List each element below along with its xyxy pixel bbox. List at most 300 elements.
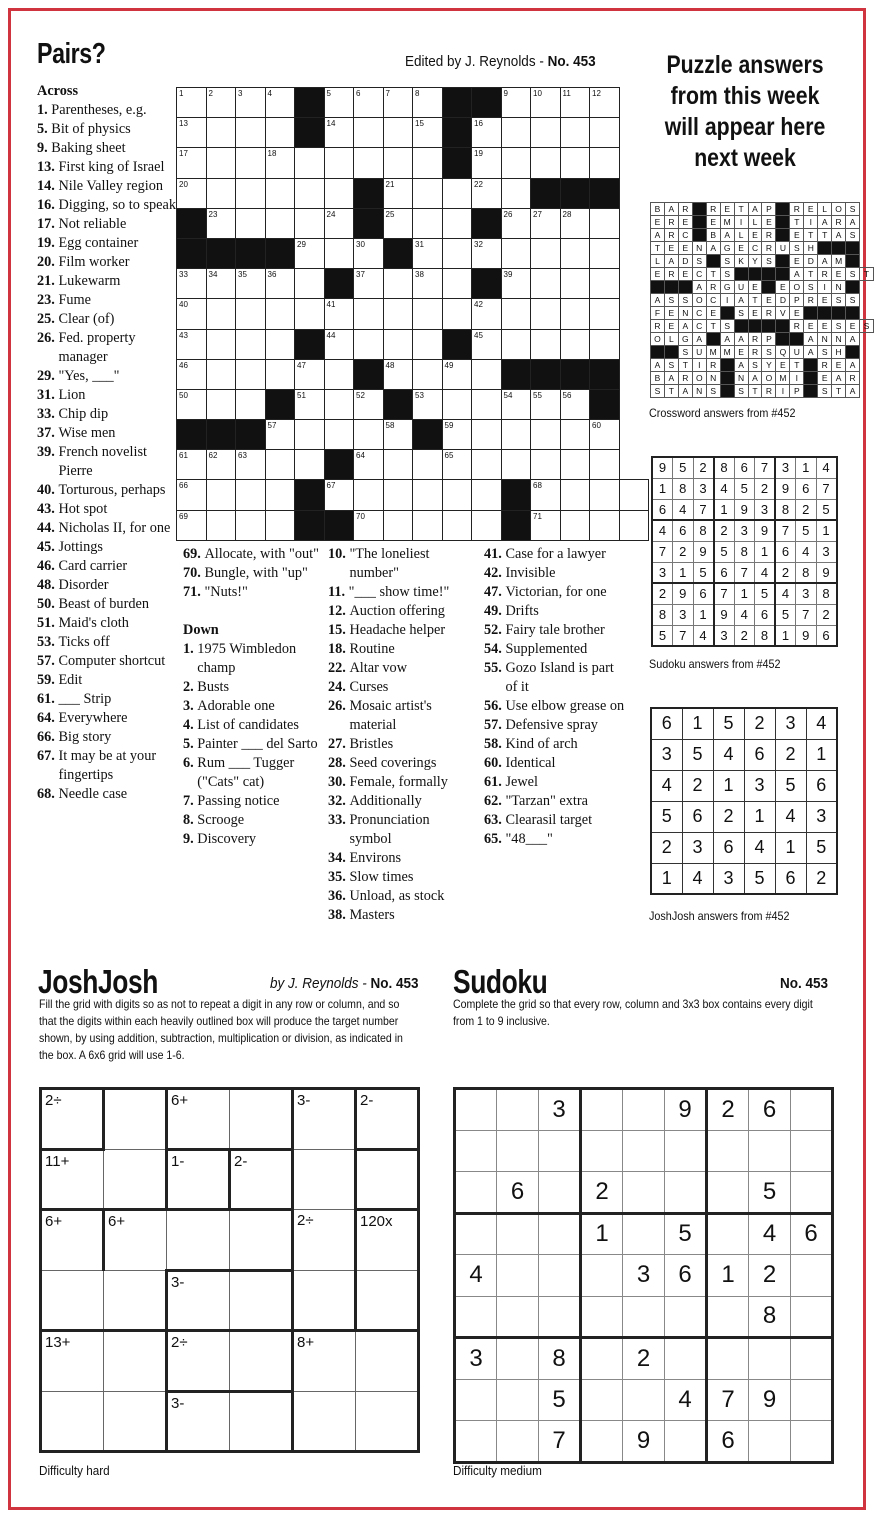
crossword-cell[interactable]: 3 — [236, 88, 266, 118]
crossword-cell[interactable] — [236, 329, 266, 359]
crossword-cell[interactable]: 69 — [177, 510, 207, 540]
sudoku-cell[interactable]: 4 — [665, 1379, 707, 1421]
crossword-cell[interactable]: 56 — [560, 389, 590, 419]
joshjosh-cell[interactable]: 13+ — [41, 1331, 104, 1392]
crossword-cell[interactable]: 41 — [324, 299, 354, 329]
crossword-cell[interactable]: 42 — [472, 299, 502, 329]
crossword-cell[interactable] — [590, 450, 620, 480]
crossword-cell[interactable]: 25 — [383, 208, 413, 238]
crossword-cell[interactable] — [383, 510, 413, 540]
sudoku-cell[interactable] — [665, 1130, 707, 1172]
crossword-cell[interactable] — [531, 148, 561, 178]
crossword-cell[interactable]: 57 — [265, 420, 295, 450]
joshjosh-cell[interactable]: 2÷ — [167, 1331, 230, 1392]
crossword-cell[interactable]: 30 — [354, 238, 384, 268]
crossword-cell[interactable]: 49 — [442, 359, 472, 389]
crossword-cell[interactable] — [560, 238, 590, 268]
sudoku-cell[interactable] — [791, 1296, 833, 1338]
crossword-cell[interactable] — [265, 359, 295, 389]
crossword-cell[interactable] — [236, 208, 266, 238]
crossword-cell[interactable]: 27 — [531, 208, 561, 238]
crossword-cell[interactable]: 18 — [265, 148, 295, 178]
sudoku-cell[interactable] — [707, 1130, 749, 1172]
crossword-cell[interactable] — [413, 178, 443, 208]
crossword-cell[interactable]: 28 — [560, 208, 590, 238]
crossword-cell[interactable]: 1 — [177, 88, 207, 118]
sudoku-cell[interactable]: 6 — [707, 1421, 749, 1463]
crossword-cell[interactable] — [413, 480, 443, 510]
crossword-cell[interactable] — [206, 329, 236, 359]
sudoku-cell[interactable]: 6 — [749, 1089, 791, 1131]
sudoku-cell[interactable] — [497, 1421, 539, 1463]
crossword-cell[interactable]: 51 — [295, 389, 325, 419]
crossword-cell[interactable]: 46 — [177, 359, 207, 389]
crossword-cell[interactable] — [236, 118, 266, 148]
crossword-cell[interactable]: 66 — [177, 480, 207, 510]
crossword-cell[interactable]: 58 — [383, 420, 413, 450]
sudoku-cell[interactable] — [581, 1379, 623, 1421]
crossword-cell[interactable]: 5 — [324, 88, 354, 118]
sudoku-cell[interactable] — [707, 1338, 749, 1380]
crossword-cell[interactable]: 2 — [206, 88, 236, 118]
sudoku-cell[interactable]: 3 — [455, 1338, 497, 1380]
crossword-cell[interactable]: 31 — [413, 238, 443, 268]
joshjosh-cell[interactable] — [293, 1391, 356, 1452]
sudoku-cell[interactable] — [623, 1296, 665, 1338]
sudoku-cell[interactable]: 6 — [497, 1172, 539, 1214]
crossword-cell[interactable] — [236, 299, 266, 329]
sudoku-cell[interactable] — [791, 1255, 833, 1297]
crossword-cell[interactable] — [236, 178, 266, 208]
sudoku-cell[interactable] — [707, 1172, 749, 1214]
crossword-cell[interactable] — [265, 178, 295, 208]
sudoku-cell[interactable] — [665, 1296, 707, 1338]
crossword-cell[interactable] — [501, 420, 531, 450]
crossword-cell[interactable]: 19 — [472, 148, 502, 178]
crossword-cell[interactable] — [383, 269, 413, 299]
crossword-cell[interactable] — [560, 329, 590, 359]
crossword-cell[interactable]: 9 — [501, 88, 531, 118]
crossword-cell[interactable]: 64 — [354, 450, 384, 480]
sudoku-cell[interactable]: 4 — [455, 1255, 497, 1297]
crossword-cell[interactable] — [472, 510, 502, 540]
crossword-cell[interactable] — [590, 118, 620, 148]
crossword-cell[interactable] — [501, 178, 531, 208]
crossword-cell[interactable] — [560, 269, 590, 299]
crossword-cell[interactable] — [590, 269, 620, 299]
sudoku-cell[interactable] — [665, 1338, 707, 1380]
joshjosh-cell[interactable] — [230, 1210, 293, 1271]
sudoku-cell[interactable] — [581, 1089, 623, 1131]
crossword-cell[interactable]: 16 — [472, 118, 502, 148]
joshjosh-cell[interactable] — [104, 1089, 167, 1150]
joshjosh-cell[interactable] — [356, 1391, 419, 1452]
crossword-cell[interactable]: 67 — [324, 480, 354, 510]
sudoku-cell[interactable] — [707, 1213, 749, 1255]
sudoku-cell[interactable] — [791, 1172, 833, 1214]
sudoku-cell[interactable] — [749, 1130, 791, 1172]
crossword-cell[interactable] — [236, 510, 266, 540]
crossword-cell[interactable] — [383, 480, 413, 510]
sudoku-cell[interactable]: 6 — [791, 1213, 833, 1255]
joshjosh-cell[interactable] — [230, 1391, 293, 1452]
joshjosh-cell[interactable]: 3- — [167, 1391, 230, 1452]
joshjosh-cell[interactable]: 6+ — [41, 1210, 104, 1271]
crossword-cell[interactable]: 68 — [531, 480, 561, 510]
crossword-cell[interactable] — [413, 299, 443, 329]
crossword-cell[interactable] — [265, 118, 295, 148]
sudoku-cell[interactable] — [665, 1421, 707, 1463]
crossword-cell[interactable] — [619, 510, 649, 540]
crossword-cell[interactable] — [206, 178, 236, 208]
sudoku-cell[interactable]: 3 — [539, 1089, 581, 1131]
sudoku-cell[interactable] — [455, 1089, 497, 1131]
crossword-cell[interactable]: 63 — [236, 450, 266, 480]
sudoku-cell[interactable]: 6 — [665, 1255, 707, 1297]
joshjosh-cell[interactable]: 2÷ — [41, 1089, 104, 1150]
crossword-cell[interactable] — [383, 299, 413, 329]
crossword-cell[interactable]: 33 — [177, 269, 207, 299]
sudoku-cell[interactable]: 1 — [707, 1255, 749, 1297]
sudoku-cell[interactable] — [455, 1421, 497, 1463]
joshjosh-cell[interactable]: 2- — [230, 1149, 293, 1210]
crossword-cell[interactable] — [206, 118, 236, 148]
joshjosh-cell[interactable] — [41, 1270, 104, 1331]
joshjosh-cell[interactable] — [356, 1331, 419, 1392]
crossword-cell[interactable] — [236, 359, 266, 389]
crossword-cell[interactable]: 14 — [324, 118, 354, 148]
crossword-cell[interactable]: 50 — [177, 389, 207, 419]
sudoku-cell[interactable]: 7 — [707, 1379, 749, 1421]
joshjosh-cell[interactable] — [293, 1149, 356, 1210]
crossword-cell[interactable] — [531, 118, 561, 148]
crossword-cell[interactable] — [206, 480, 236, 510]
sudoku-cell[interactable]: 5 — [749, 1172, 791, 1214]
crossword-cell[interactable] — [442, 389, 472, 419]
crossword-cell[interactable] — [295, 208, 325, 238]
crossword-cell[interactable] — [442, 178, 472, 208]
crossword-cell[interactable] — [295, 178, 325, 208]
sudoku-cell[interactable]: 2 — [749, 1255, 791, 1297]
crossword-cell[interactable]: 34 — [206, 269, 236, 299]
crossword-cell[interactable]: 40 — [177, 299, 207, 329]
sudoku-cell[interactable]: 2 — [581, 1172, 623, 1214]
crossword-cell[interactable] — [531, 450, 561, 480]
crossword-cell[interactable] — [383, 450, 413, 480]
sudoku-cell[interactable]: 9 — [623, 1421, 665, 1463]
sudoku-cell[interactable]: 2 — [623, 1338, 665, 1380]
crossword-cell[interactable]: 71 — [531, 510, 561, 540]
crossword-cell[interactable]: 11 — [560, 88, 590, 118]
sudoku-cell[interactable]: 5 — [539, 1379, 581, 1421]
sudoku-cell[interactable] — [581, 1130, 623, 1172]
crossword-cell[interactable] — [295, 299, 325, 329]
crossword-cell[interactable] — [531, 269, 561, 299]
sudoku-cell[interactable] — [749, 1421, 791, 1463]
crossword-cell[interactable]: 4 — [265, 88, 295, 118]
crossword-cell[interactable] — [590, 510, 620, 540]
crossword-cell[interactable] — [265, 450, 295, 480]
crossword-cell[interactable]: 32 — [472, 238, 502, 268]
crossword-cell[interactable] — [472, 450, 502, 480]
sudoku-cell[interactable] — [497, 1213, 539, 1255]
joshjosh-cell[interactable]: 6+ — [104, 1210, 167, 1271]
joshjosh-cell[interactable] — [104, 1149, 167, 1210]
crossword-cell[interactable] — [324, 420, 354, 450]
crossword-cell[interactable] — [531, 238, 561, 268]
crossword-cell[interactable] — [472, 420, 502, 450]
sudoku-cell[interactable]: 9 — [749, 1379, 791, 1421]
crossword-cell[interactable] — [413, 148, 443, 178]
crossword-cell[interactable] — [413, 450, 443, 480]
crossword-cell[interactable] — [560, 299, 590, 329]
crossword-cell[interactable] — [531, 329, 561, 359]
crossword-cell[interactable] — [383, 118, 413, 148]
sudoku-cell[interactable] — [581, 1338, 623, 1380]
joshjosh-cell[interactable] — [230, 1331, 293, 1392]
sudoku-cell[interactable] — [539, 1130, 581, 1172]
crossword-cell[interactable]: 59 — [442, 420, 472, 450]
crossword-cell[interactable] — [590, 480, 620, 510]
sudoku-cell[interactable]: 4 — [749, 1213, 791, 1255]
crossword-cell[interactable]: 45 — [472, 329, 502, 359]
crossword-cell[interactable]: 38 — [413, 269, 443, 299]
crossword-cell[interactable] — [560, 480, 590, 510]
joshjosh-cell[interactable]: 1- — [167, 1149, 230, 1210]
crossword-cell[interactable] — [560, 510, 590, 540]
sudoku-cell[interactable] — [455, 1296, 497, 1338]
sudoku-cell[interactable] — [455, 1213, 497, 1255]
joshjosh-cell[interactable]: 11+ — [41, 1149, 104, 1210]
sudoku-cell[interactable] — [581, 1421, 623, 1463]
sudoku-cell[interactable] — [581, 1255, 623, 1297]
crossword-cell[interactable] — [324, 359, 354, 389]
crossword-cell[interactable] — [501, 118, 531, 148]
crossword-cell[interactable] — [236, 148, 266, 178]
crossword-cell[interactable]: 36 — [265, 269, 295, 299]
crossword-cell[interactable] — [206, 299, 236, 329]
sudoku-cell[interactable] — [791, 1089, 833, 1131]
sudoku-cell[interactable] — [623, 1130, 665, 1172]
crossword-cell[interactable]: 37 — [354, 269, 384, 299]
crossword-cell[interactable] — [442, 269, 472, 299]
joshjosh-cell[interactable]: 6+ — [167, 1089, 230, 1150]
crossword-cell[interactable]: 43 — [177, 329, 207, 359]
crossword-cell[interactable]: 10 — [531, 88, 561, 118]
crossword-cell[interactable] — [265, 480, 295, 510]
crossword-cell[interactable] — [206, 148, 236, 178]
crossword-cell[interactable] — [501, 148, 531, 178]
sudoku-cell[interactable] — [665, 1172, 707, 1214]
crossword-cell[interactable]: 62 — [206, 450, 236, 480]
crossword-cell[interactable]: 39 — [501, 269, 531, 299]
crossword-cell[interactable]: 17 — [177, 148, 207, 178]
crossword-cell[interactable] — [206, 359, 236, 389]
joshjosh-cell[interactable] — [104, 1331, 167, 1392]
sudoku-cell[interactable] — [539, 1213, 581, 1255]
crossword-cell[interactable] — [472, 480, 502, 510]
crossword-cell[interactable] — [354, 480, 384, 510]
crossword-cell[interactable] — [560, 148, 590, 178]
crossword-cell[interactable]: 12 — [590, 88, 620, 118]
sudoku-cell[interactable] — [497, 1379, 539, 1421]
crossword-cell[interactable] — [413, 510, 443, 540]
crossword-cell[interactable] — [501, 299, 531, 329]
crossword-cell[interactable]: 20 — [177, 178, 207, 208]
crossword-cell[interactable] — [442, 208, 472, 238]
sudoku-cell[interactable] — [455, 1172, 497, 1214]
sudoku-cell[interactable] — [539, 1296, 581, 1338]
crossword-cell[interactable]: 47 — [295, 359, 325, 389]
sudoku-cell[interactable] — [497, 1338, 539, 1380]
sudoku-cell[interactable] — [791, 1421, 833, 1463]
sudoku-cell[interactable] — [581, 1296, 623, 1338]
sudoku-cell[interactable]: 3 — [623, 1255, 665, 1297]
crossword-cell[interactable]: 35 — [236, 269, 266, 299]
crossword-cell[interactable] — [324, 238, 354, 268]
crossword-cell[interactable]: 26 — [501, 208, 531, 238]
joshjosh-cell[interactable]: 3- — [293, 1089, 356, 1150]
crossword-cell[interactable]: 70 — [354, 510, 384, 540]
joshjosh-cell[interactable] — [167, 1210, 230, 1271]
joshjosh-cell[interactable] — [230, 1089, 293, 1150]
crossword-cell[interactable]: 60 — [590, 420, 620, 450]
sudoku-cell[interactable] — [497, 1296, 539, 1338]
crossword-cell[interactable] — [383, 148, 413, 178]
joshjosh-cell[interactable]: 3- — [167, 1270, 230, 1331]
crossword-cell[interactable] — [413, 359, 443, 389]
sudoku-cell[interactable] — [623, 1379, 665, 1421]
joshjosh-cell[interactable]: 2- — [356, 1089, 419, 1150]
crossword-cell[interactable] — [324, 178, 354, 208]
crossword-cell[interactable]: 53 — [413, 389, 443, 419]
crossword-cell[interactable] — [265, 329, 295, 359]
crossword-cell[interactable] — [590, 208, 620, 238]
crossword-cell[interactable] — [383, 329, 413, 359]
sudoku-cell[interactable] — [707, 1296, 749, 1338]
crossword-cell[interactable]: 48 — [383, 359, 413, 389]
joshjosh-cell[interactable]: 8+ — [293, 1331, 356, 1392]
crossword-cell[interactable] — [324, 148, 354, 178]
crossword-cell[interactable] — [265, 208, 295, 238]
crossword-cell[interactable] — [206, 510, 236, 540]
crossword-cell[interactable]: 24 — [324, 208, 354, 238]
crossword-cell[interactable]: 54 — [501, 389, 531, 419]
crossword-cell[interactable]: 52 — [354, 389, 384, 419]
crossword-cell[interactable] — [560, 118, 590, 148]
crossword-cell[interactable] — [472, 359, 502, 389]
crossword-cell[interactable] — [354, 420, 384, 450]
sudoku-cell[interactable]: 9 — [665, 1089, 707, 1131]
crossword-cell[interactable] — [354, 118, 384, 148]
crossword-cell[interactable] — [590, 299, 620, 329]
crossword-cell[interactable]: 21 — [383, 178, 413, 208]
crossword-cell[interactable]: 13 — [177, 118, 207, 148]
sudoku-cell[interactable]: 1 — [581, 1213, 623, 1255]
crossword-cell[interactable] — [324, 389, 354, 419]
crossword-cell[interactable] — [354, 148, 384, 178]
crossword-cell[interactable] — [265, 510, 295, 540]
crossword-cell[interactable]: 44 — [324, 329, 354, 359]
crossword-cell[interactable] — [442, 238, 472, 268]
crossword-cell[interactable] — [472, 389, 502, 419]
crossword-cell[interactable] — [560, 420, 590, 450]
crossword-cell[interactable]: 8 — [413, 88, 443, 118]
sudoku-cell[interactable] — [539, 1255, 581, 1297]
sudoku-cell[interactable] — [791, 1338, 833, 1380]
sudoku-cell[interactable] — [455, 1379, 497, 1421]
joshjosh-cell[interactable] — [104, 1270, 167, 1331]
sudoku-cell[interactable] — [497, 1255, 539, 1297]
sudoku-cell[interactable] — [497, 1089, 539, 1131]
crossword-cell[interactable] — [501, 329, 531, 359]
crossword-cell[interactable] — [206, 389, 236, 419]
crossword-cell[interactable] — [442, 480, 472, 510]
crossword-cell[interactable] — [295, 450, 325, 480]
sudoku-cell[interactable] — [497, 1130, 539, 1172]
sudoku-cell[interactable] — [791, 1379, 833, 1421]
crossword-cell[interactable] — [295, 420, 325, 450]
sudoku-cell[interactable] — [455, 1130, 497, 1172]
joshjosh-cell[interactable] — [230, 1270, 293, 1331]
sudoku-cell[interactable] — [623, 1089, 665, 1131]
joshjosh-cell[interactable] — [356, 1149, 419, 1210]
sudoku-cell[interactable]: 8 — [749, 1296, 791, 1338]
sudoku-cell[interactable]: 7 — [539, 1421, 581, 1463]
joshjosh-cell[interactable]: 2÷ — [293, 1210, 356, 1271]
crossword-cell[interactable]: 7 — [383, 88, 413, 118]
crossword-cell[interactable] — [501, 450, 531, 480]
crossword-cell[interactable] — [531, 420, 561, 450]
crossword-cell[interactable] — [619, 480, 649, 510]
crossword-cell[interactable]: 6 — [354, 88, 384, 118]
sudoku-cell[interactable] — [791, 1130, 833, 1172]
crossword-cell[interactable]: 15 — [413, 118, 443, 148]
sudoku-cell[interactable] — [539, 1172, 581, 1214]
crossword-cell[interactable]: 65 — [442, 450, 472, 480]
sudoku-cell[interactable] — [623, 1172, 665, 1214]
sudoku-cell[interactable]: 2 — [707, 1089, 749, 1131]
crossword-cell[interactable] — [295, 269, 325, 299]
crossword-cell[interactable] — [442, 510, 472, 540]
crossword-cell[interactable] — [354, 329, 384, 359]
crossword-cell[interactable] — [354, 299, 384, 329]
sudoku-cell[interactable]: 8 — [539, 1338, 581, 1380]
crossword-cell[interactable] — [590, 148, 620, 178]
sudoku-cell[interactable]: 5 — [665, 1213, 707, 1255]
joshjosh-cell[interactable] — [293, 1270, 356, 1331]
sudoku-cell[interactable] — [623, 1213, 665, 1255]
joshjosh-cell[interactable] — [356, 1270, 419, 1331]
crossword-cell[interactable] — [236, 480, 266, 510]
crossword-cell[interactable] — [560, 450, 590, 480]
crossword-cell[interactable] — [413, 329, 443, 359]
crossword-cell[interactable] — [442, 299, 472, 329]
joshjosh-cell[interactable] — [41, 1391, 104, 1452]
crossword-cell[interactable] — [413, 208, 443, 238]
crossword-cell[interactable] — [590, 329, 620, 359]
crossword-cell[interactable]: 22 — [472, 178, 502, 208]
crossword-cell[interactable] — [295, 148, 325, 178]
sudoku-cell[interactable] — [749, 1338, 791, 1380]
crossword-cell[interactable] — [265, 299, 295, 329]
crossword-cell[interactable] — [590, 238, 620, 268]
crossword-cell[interactable] — [236, 389, 266, 419]
joshjosh-cell[interactable]: 120x — [356, 1210, 419, 1271]
crossword-cell[interactable]: 23 — [206, 208, 236, 238]
joshjosh-cell[interactable] — [104, 1391, 167, 1452]
crossword-cell[interactable]: 29 — [295, 238, 325, 268]
